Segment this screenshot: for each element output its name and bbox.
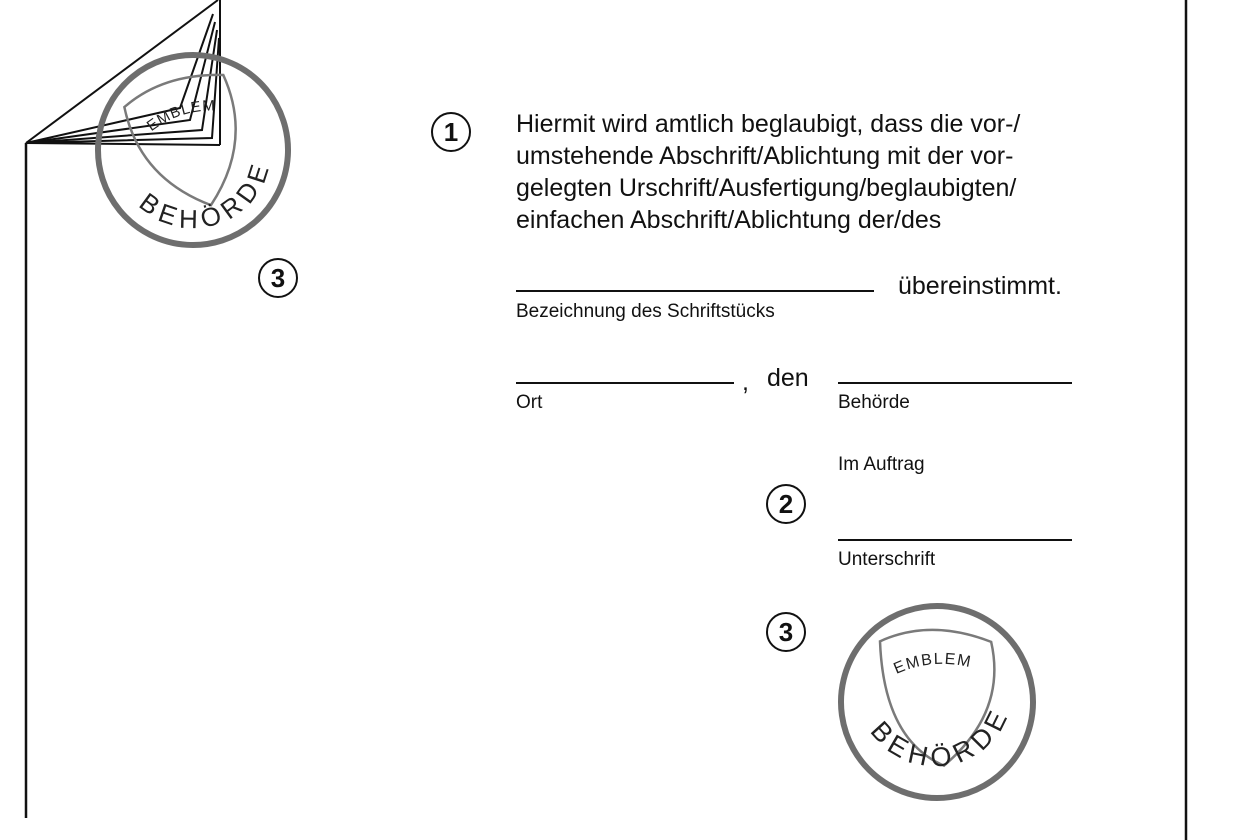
corner-stamp [73, 30, 312, 269]
marker-2 [766, 484, 806, 524]
authority-field[interactable] [838, 382, 1072, 384]
place-label: Ort [516, 392, 543, 413]
conformity-text: übereinstimmt. [898, 272, 1062, 300]
svg-text:EMBLEM [891, 645, 976, 681]
comma-separator: , [742, 368, 749, 396]
signature-field[interactable] [838, 539, 1072, 541]
place-field[interactable] [516, 382, 734, 384]
marker-1 [431, 112, 471, 152]
marker-number: 3 [270, 263, 286, 293]
certification-line: umstehende Abschrift/Ablichtung mit der vor- [516, 142, 1014, 170]
marker-3-corner [258, 258, 298, 298]
stamp-authority-text: BEHÖRDE [133, 155, 277, 235]
certification-line: Hiermit wird amtlich beglaubigt, dass die vor-/ [516, 110, 1021, 138]
certification-text [516, 108, 1116, 236]
signature-label: Unterschrift [838, 549, 936, 570]
stamp-authority-text: BEHÖRDE [864, 701, 1016, 774]
document-designation-field[interactable] [516, 290, 874, 292]
stamp-ring [829, 594, 1046, 811]
folded-corner [26, 0, 220, 145]
certification-line: einfachen Abschrift/Ablichtung der/des [516, 206, 942, 234]
document-designation-label: Bezeichnung des Schriftstücks [516, 301, 775, 322]
stamp-emblem-text: EMBLEM [143, 97, 217, 135]
certification-line: gelegten Urschrift/Ausfertigung/beglaubigten/ [516, 174, 1017, 202]
stamp-emblem-text: EMBLEM [891, 650, 974, 678]
authority-label: Behörde [838, 392, 910, 413]
marker-number: 2 [778, 489, 794, 519]
marker-number: 1 [443, 117, 459, 147]
marker-3-seal [766, 612, 806, 652]
svg-text:BEHÖRDE [862, 698, 1022, 782]
im-auftrag-text: Im Auftrag [838, 454, 925, 475]
marker-number: 3 [778, 617, 794, 647]
den-text: den [767, 364, 809, 392]
seal-stamp [829, 594, 1046, 811]
